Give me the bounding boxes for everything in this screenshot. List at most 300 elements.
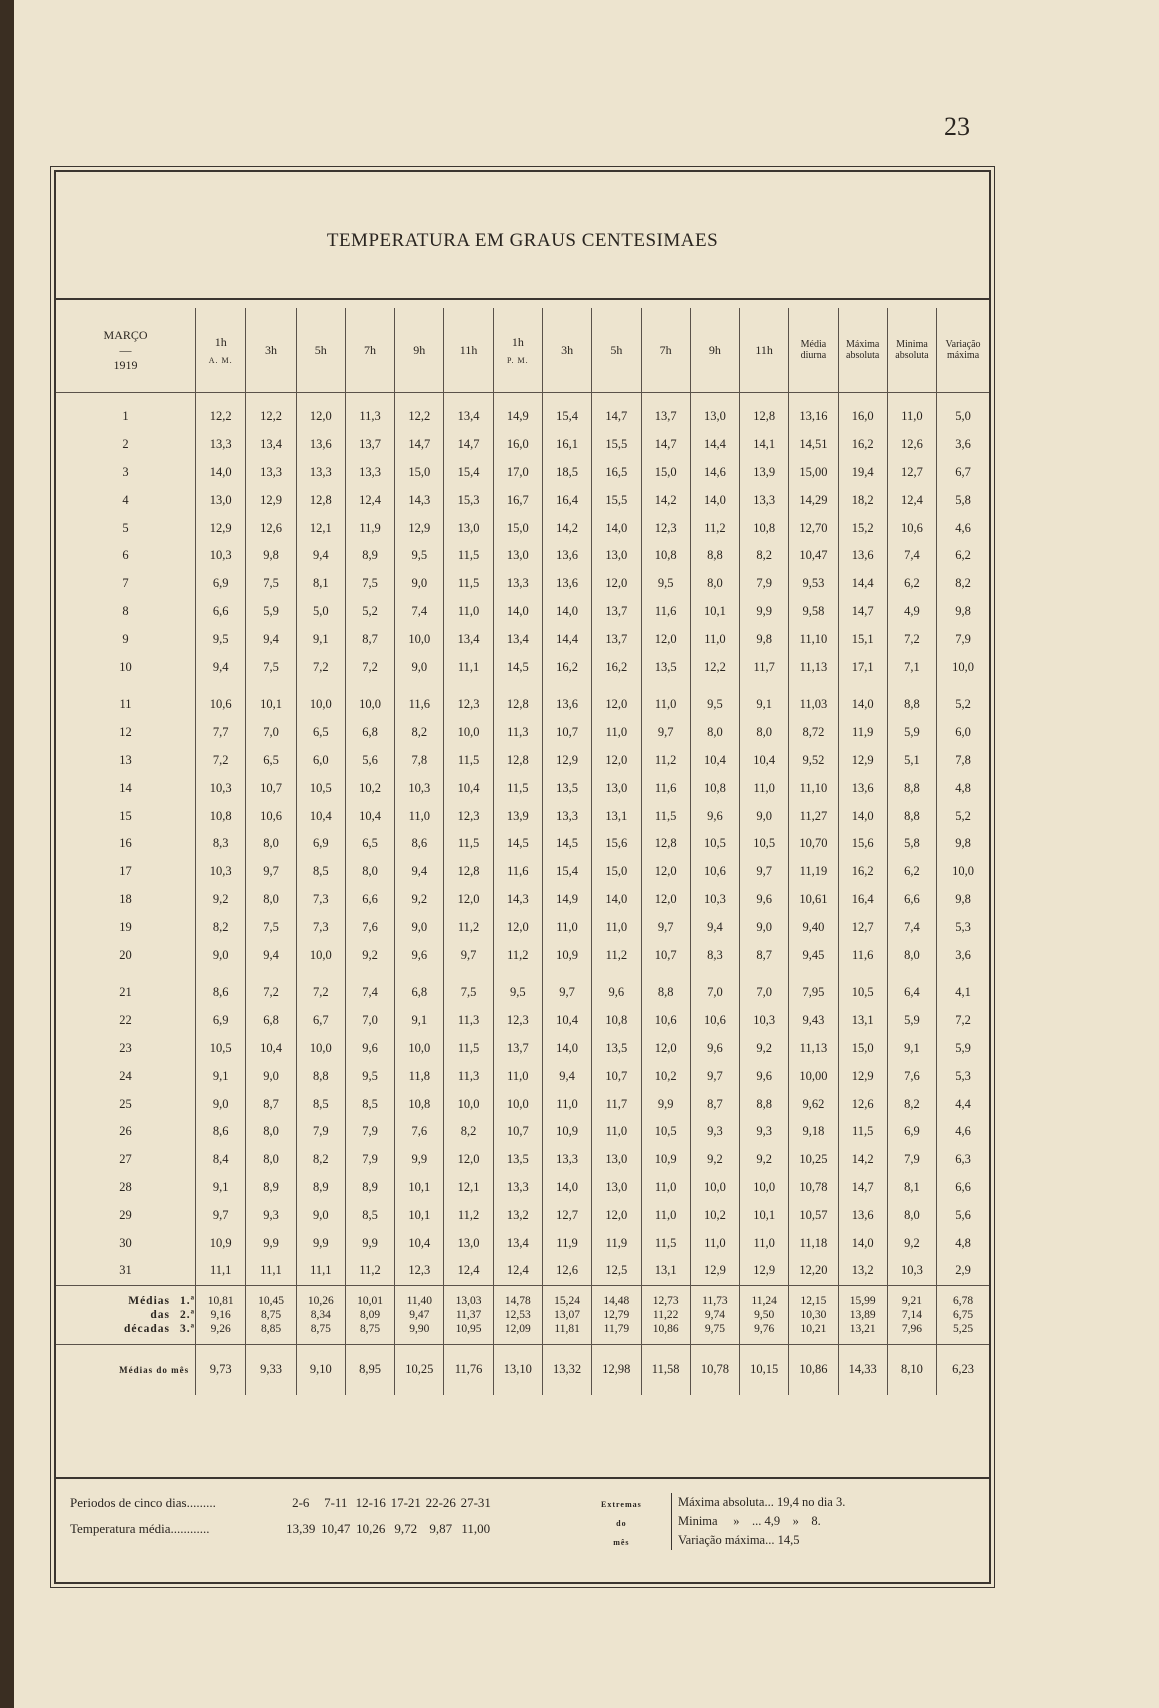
value-cell: 7,4 (395, 598, 444, 626)
value-cell: 9,4 (395, 858, 444, 886)
value-cell: 5,6 (345, 747, 394, 775)
value-cell: 8,2 (740, 542, 789, 570)
day-cell: 14 (119, 780, 132, 795)
value-cell: 8,5 (296, 1090, 345, 1118)
table-row (56, 747, 989, 775)
value-cell: 14,4 (690, 431, 739, 459)
value-cell: 10,00 (789, 1062, 838, 1090)
value-cell: 16,2 (838, 431, 887, 459)
value-cell: 13,0 (444, 1229, 493, 1257)
value-cell: 14,7 (592, 403, 641, 431)
value-cell: 10,0 (395, 625, 444, 653)
value-cell: 15,3 (444, 486, 493, 514)
value-cell: 16,0 (493, 431, 542, 459)
hour-header: 3h (542, 308, 591, 393)
value-cell: 6,6 (937, 1174, 989, 1202)
value-cell: 8,9 (296, 1174, 345, 1202)
page-title: TEMPERATURA EM GRAUS CENTESIMAES (326, 230, 719, 251)
value-cell: 14,0 (838, 691, 887, 719)
value-cell: 14,2 (838, 1146, 887, 1174)
value-cell: 11,0 (395, 802, 444, 830)
value-cell: 10,6 (641, 1007, 690, 1035)
spacer-cell (641, 681, 690, 691)
value-cell: 6,2 (937, 542, 989, 570)
value-cell: 13,5 (641, 653, 690, 681)
decada-value-cell: 14,78 12,53 12,09 (493, 1285, 542, 1344)
value-cell: 9,9 (296, 1229, 345, 1257)
value-cell: 12,9 (838, 1062, 887, 1090)
value-cell: 8,5 (296, 858, 345, 886)
value-cell: 8,8 (740, 1090, 789, 1118)
variacao-header: Variação máxima (937, 308, 989, 393)
page-number: 23 (944, 112, 970, 141)
value-cell: 14,7 (641, 431, 690, 459)
period: 12-16 (355, 1495, 386, 1510)
value-cell: 9,9 (246, 1229, 296, 1257)
spacer-cell (641, 393, 690, 404)
table-row (56, 1201, 989, 1229)
value-cell: 10,6 (246, 802, 296, 830)
value-cell: 13,7 (493, 1035, 542, 1063)
spacer-cell (937, 393, 989, 404)
value-cell: 3,6 (937, 431, 989, 459)
value-cell: 8,0 (246, 830, 296, 858)
value-cell: 9,4 (246, 625, 296, 653)
value-cell: 8,5 (345, 1090, 394, 1118)
spacer-cell (789, 969, 838, 979)
table-row (56, 1174, 989, 1202)
value-cell: 7,2 (345, 653, 394, 681)
value-cell: 7,5 (345, 570, 394, 598)
value-cell: 12,4 (444, 1257, 493, 1285)
value-cell: 6,9 (196, 1007, 246, 1035)
value-cell: 8,0 (345, 858, 394, 886)
value-cell: 5,2 (937, 802, 989, 830)
value-cell: 12,0 (493, 913, 542, 941)
value-cell: 9,6 (690, 1035, 739, 1063)
value-cell: 8,0 (246, 886, 296, 914)
value-cell: 11,0 (641, 1201, 690, 1229)
table-row (56, 802, 989, 830)
extrema-max: Máxima absoluta... 19,4 no dia 3. (678, 1495, 846, 1509)
value-cell: 8,6 (395, 830, 444, 858)
value-cell: 12,6 (246, 514, 296, 542)
medias-mes-cell: 9,33 (246, 1344, 296, 1395)
value-cell: 12,0 (444, 886, 493, 914)
value-cell: 12,8 (641, 830, 690, 858)
medias-mes-cell: 9,73 (196, 1344, 246, 1395)
value-cell: 10,9 (641, 1146, 690, 1174)
value-cell: 11,0 (592, 719, 641, 747)
value-cell: 8,9 (345, 542, 394, 570)
value-cell: 10,6 (196, 691, 246, 719)
value-cell: 12,8 (740, 403, 789, 431)
medias-mes-row (56, 1344, 989, 1395)
value-cell: 12,8 (493, 747, 542, 775)
value-cell: 5,9 (937, 1035, 989, 1063)
value-cell: 10,6 (690, 858, 739, 886)
table-row (56, 979, 989, 1007)
value-cell: 11,5 (493, 774, 542, 802)
value-cell: 8,5 (345, 1201, 394, 1229)
value-cell: 15,1 (838, 625, 887, 653)
value-cell: 10,4 (296, 802, 345, 830)
value-cell: 8,2 (296, 1146, 345, 1174)
value-cell: 13,7 (592, 625, 641, 653)
value-cell: 10,0 (937, 653, 989, 681)
value-cell: 14,0 (542, 598, 591, 626)
value-cell: 11,6 (493, 858, 542, 886)
value-cell: 10,5 (690, 830, 739, 858)
value-cell: 10,8 (641, 542, 690, 570)
value-cell: 6,8 (246, 1007, 296, 1035)
value-cell: 11,9 (592, 1229, 641, 1257)
value-cell: 13,7 (345, 431, 394, 459)
value-cell: 4,8 (937, 774, 989, 802)
value-cell: 11,6 (641, 774, 690, 802)
value-cell: 13,3 (542, 1146, 591, 1174)
medias-mes-cell: 13,32 (542, 1344, 591, 1395)
medias-mes-cell: 8,10 (887, 1344, 936, 1395)
value-cell: 10,4 (690, 747, 739, 775)
value-cell: 5,2 (937, 691, 989, 719)
value-cell: 10,0 (444, 1090, 493, 1118)
hour-header: 3h (246, 308, 296, 393)
table-row (56, 719, 989, 747)
day-cell: 9 (122, 631, 129, 646)
day-cell: 13 (119, 752, 132, 767)
day-cell: 26 (119, 1124, 132, 1139)
value-cell: 9,53 (789, 570, 838, 598)
value-cell: 8,7 (246, 1090, 296, 1118)
spacer-cell (56, 393, 196, 404)
header-row (56, 308, 989, 393)
value-cell: 12,2 (196, 403, 246, 431)
value-cell: 8,7 (740, 941, 789, 969)
value-cell: 10,0 (444, 719, 493, 747)
value-cell: 13,9 (493, 802, 542, 830)
value-cell: 6,9 (887, 1118, 936, 1146)
month-header: MARÇO — 1919 (56, 308, 196, 393)
decada-value-cell: 11,24 9,50 9,76 (740, 1285, 789, 1344)
minima-header: Minima absoluta (887, 308, 936, 393)
value-cell: 5,3 (937, 913, 989, 941)
periods-values (283, 1495, 493, 1511)
value-cell: 9,7 (542, 979, 591, 1007)
value-cell: 11,0 (641, 1174, 690, 1202)
value-cell: 5,9 (887, 1007, 936, 1035)
value-cell: 9,18 (789, 1118, 838, 1146)
table-row (56, 1229, 989, 1257)
value-cell: 14,0 (838, 802, 887, 830)
value-cell: 12,3 (444, 691, 493, 719)
value-cell: 8,0 (690, 719, 739, 747)
value-cell: 11,5 (444, 1035, 493, 1063)
value-cell: 15,00 (789, 459, 838, 487)
value-cell: 14,0 (542, 1035, 591, 1063)
value-cell: 9,9 (345, 1229, 394, 1257)
value-cell: 8,0 (740, 719, 789, 747)
value-cell: 9,3 (740, 1118, 789, 1146)
medias-mes-cell: 13,10 (493, 1344, 542, 1395)
value-cell: 10,7 (542, 719, 591, 747)
value-cell: 15,5 (592, 486, 641, 514)
value-cell: 8,2 (196, 913, 246, 941)
value-cell: 11,7 (740, 653, 789, 681)
table-row (56, 514, 989, 542)
medias-mes-cell: 11,76 (444, 1344, 493, 1395)
value-cell: 9,0 (196, 1090, 246, 1118)
value-cell: 12,4 (345, 486, 394, 514)
value-cell: 9,7 (444, 941, 493, 969)
period: 2-6 (292, 1495, 310, 1510)
table-row (56, 459, 989, 487)
spacer-cell (196, 969, 246, 979)
value-cell: 11,0 (493, 1062, 542, 1090)
value-cell: 13,6 (542, 691, 591, 719)
value-cell: 6,7 (296, 1007, 345, 1035)
value-cell: 11,5 (444, 570, 493, 598)
value-cell: 11,5 (444, 830, 493, 858)
value-cell: 11,0 (887, 403, 936, 431)
value-cell: 13,6 (838, 1201, 887, 1229)
value-cell: 9,62 (789, 1090, 838, 1118)
value-cell: 7,9 (345, 1146, 394, 1174)
value-cell: 10,6 (887, 514, 936, 542)
day-cell: 12 (119, 725, 132, 740)
spacer-cell (740, 393, 789, 404)
hour-header: 7h (345, 308, 394, 393)
value-cell: 15,0 (493, 514, 542, 542)
value-cell: 14,7 (838, 1174, 887, 1202)
table-row (56, 941, 989, 969)
value-cell: 12,0 (444, 1146, 493, 1174)
value-cell: 11,2 (493, 941, 542, 969)
value-cell: 11,5 (641, 1229, 690, 1257)
value-cell: 12,7 (542, 1201, 591, 1229)
value-cell: 10,8 (740, 514, 789, 542)
value-cell: 9,7 (246, 858, 296, 886)
value-cell: 10,7 (641, 941, 690, 969)
value-cell: 10,4 (345, 802, 394, 830)
value-cell: 10,3 (196, 774, 246, 802)
value-cell: 11,0 (592, 1118, 641, 1146)
value-cell: 6,9 (296, 830, 345, 858)
value-cell: 16,0 (838, 403, 887, 431)
value-cell: 14,3 (395, 486, 444, 514)
day-cell: 24 (119, 1068, 132, 1083)
value-cell: 9,9 (641, 1090, 690, 1118)
value-cell: 14,9 (542, 886, 591, 914)
value-cell: 12,6 (887, 431, 936, 459)
decada-value-cell: 13,03 11,37 10,95 (444, 1285, 493, 1344)
temperature-table (56, 308, 989, 1395)
hour-header: 9h (395, 308, 444, 393)
spacer-cell (887, 681, 936, 691)
value-cell: 10,5 (740, 830, 789, 858)
value-cell: 8,0 (246, 1146, 296, 1174)
value-cell: 3,6 (937, 941, 989, 969)
value-cell: 9,43 (789, 1007, 838, 1035)
value-cell: 8,8 (641, 979, 690, 1007)
value-cell: 14,0 (592, 886, 641, 914)
value-cell: 5,6 (937, 1201, 989, 1229)
value-cell: 12,1 (444, 1174, 493, 1202)
value-cell: 11,18 (789, 1229, 838, 1257)
value-cell: 11,0 (690, 1229, 739, 1257)
value-cell: 13,16 (789, 403, 838, 431)
day-cell: 19 (119, 919, 132, 934)
value-cell: 16,4 (838, 886, 887, 914)
value-cell: 13,3 (493, 570, 542, 598)
value-cell: 9,58 (789, 598, 838, 626)
value-cell: 12,3 (444, 802, 493, 830)
day-cell: 29 (119, 1207, 132, 1222)
value-cell: 19,4 (838, 459, 887, 487)
value-cell: 12,3 (395, 1257, 444, 1285)
table-row (56, 1146, 989, 1174)
table-row (56, 431, 989, 459)
value-cell: 10,8 (690, 774, 739, 802)
value-cell: 7,9 (740, 570, 789, 598)
medias-mes-cell: 11,58 (641, 1344, 690, 1395)
value-cell: 16,2 (592, 653, 641, 681)
value-cell: 9,6 (592, 979, 641, 1007)
value-cell: 12,8 (296, 486, 345, 514)
value-cell: 5,8 (937, 486, 989, 514)
value-cell: 15,2 (838, 514, 887, 542)
value-cell: 14,0 (542, 1174, 591, 1202)
value-cell: 12,0 (592, 570, 641, 598)
value-cell: 6,6 (887, 886, 936, 914)
value-cell: 7,9 (296, 1118, 345, 1146)
temp-value: 13,39 (286, 1521, 316, 1536)
value-cell: 9,8 (937, 830, 989, 858)
value-cell: 11,1 (296, 1257, 345, 1285)
value-cell: 10,47 (789, 542, 838, 570)
value-cell: 7,3 (296, 913, 345, 941)
decadas-label: Médias 1.ª das 2.ª décadas 3.ª (124, 1294, 196, 1335)
value-cell: 8,3 (690, 941, 739, 969)
spacer-cell (937, 969, 989, 979)
value-cell: 10,1 (395, 1174, 444, 1202)
value-cell: 8,0 (690, 570, 739, 598)
value-cell: 12,3 (641, 514, 690, 542)
value-cell: 11,10 (789, 625, 838, 653)
value-cell: 9,6 (740, 1062, 789, 1090)
extrema-min: Minima » ... 4,9 » 8. (678, 1514, 821, 1528)
value-cell: 10,3 (887, 1257, 936, 1285)
decada-value-cell: 10,01 8,09 8,75 (345, 1285, 394, 1344)
value-cell: 9,2 (345, 941, 394, 969)
table-row (56, 598, 989, 626)
value-cell: 11,1 (444, 653, 493, 681)
value-cell: 14,0 (196, 459, 246, 487)
value-cell: 8,8 (690, 542, 739, 570)
value-cell: 7,0 (246, 719, 296, 747)
value-cell: 12,6 (838, 1090, 887, 1118)
spacer-cell (246, 393, 296, 404)
value-cell: 14,3 (493, 886, 542, 914)
value-cell: 8,6 (196, 1118, 246, 1146)
value-cell: 17,1 (838, 653, 887, 681)
value-cell: 11,2 (345, 1257, 394, 1285)
value-cell: 7,5 (246, 653, 296, 681)
value-cell: 4,8 (937, 1229, 989, 1257)
value-cell: 5,2 (345, 598, 394, 626)
value-cell: 9,40 (789, 913, 838, 941)
value-cell: 9,5 (196, 625, 246, 653)
value-cell: 11,9 (542, 1229, 591, 1257)
value-cell: 13,2 (493, 1201, 542, 1229)
medias-mes-cell: 12,98 (592, 1344, 641, 1395)
value-cell: 11,2 (641, 747, 690, 775)
day-cell: 4 (122, 492, 129, 507)
value-cell: 13,6 (296, 431, 345, 459)
value-cell: 12,1 (296, 514, 345, 542)
value-cell: 13,3 (296, 459, 345, 487)
value-cell: 12,0 (592, 691, 641, 719)
value-cell: 9,8 (246, 542, 296, 570)
spacer-cell (789, 393, 838, 404)
value-cell: 7,5 (444, 979, 493, 1007)
value-cell: 7,2 (296, 653, 345, 681)
spacer-cell (789, 681, 838, 691)
spacer-cell (246, 969, 296, 979)
value-cell: 12,7 (838, 913, 887, 941)
value-cell: 12,3 (493, 1007, 542, 1035)
value-cell: 10,5 (296, 774, 345, 802)
value-cell: 10,4 (395, 1229, 444, 1257)
value-cell: 8,4 (196, 1146, 246, 1174)
value-cell: 16,7 (493, 486, 542, 514)
value-cell: 13,2 (838, 1257, 887, 1285)
value-cell: 14,7 (444, 431, 493, 459)
medias-mes-cell: 10,78 (690, 1344, 739, 1395)
value-cell: 10,0 (296, 1035, 345, 1063)
period: 17-21 (390, 1495, 421, 1510)
value-cell: 7,95 (789, 979, 838, 1007)
value-cell: 13,4 (444, 403, 493, 431)
day-cell: 15 (119, 808, 132, 823)
hour-header: 5h (592, 308, 641, 393)
extrema-var: Variação máxima... 14,5 (678, 1533, 800, 1547)
value-cell: 7,0 (740, 979, 789, 1007)
decadas-row (56, 1285, 989, 1344)
value-cell: 9,0 (395, 913, 444, 941)
value-cell: 13,6 (542, 542, 591, 570)
day-cell: 5 (122, 520, 129, 535)
value-cell: 9,2 (740, 1146, 789, 1174)
value-cell: 8,9 (345, 1174, 394, 1202)
spacer-cell (641, 969, 690, 979)
value-cell: 9,2 (395, 886, 444, 914)
table-row (56, 830, 989, 858)
day-cell: 22 (119, 1013, 132, 1028)
value-cell: 13,0 (592, 774, 641, 802)
value-cell: 8,0 (887, 1201, 936, 1229)
value-cell: 13,0 (592, 1174, 641, 1202)
value-cell: 8,8 (296, 1062, 345, 1090)
value-cell: 9,2 (887, 1229, 936, 1257)
value-cell: 11,0 (690, 625, 739, 653)
value-cell: 9,8 (740, 625, 789, 653)
medias-mes-cell: 10,25 (395, 1344, 444, 1395)
hour-header: 7h (641, 308, 690, 393)
spacer-cell (345, 681, 394, 691)
value-cell: 10,8 (395, 1090, 444, 1118)
value-cell: 9,5 (690, 691, 739, 719)
